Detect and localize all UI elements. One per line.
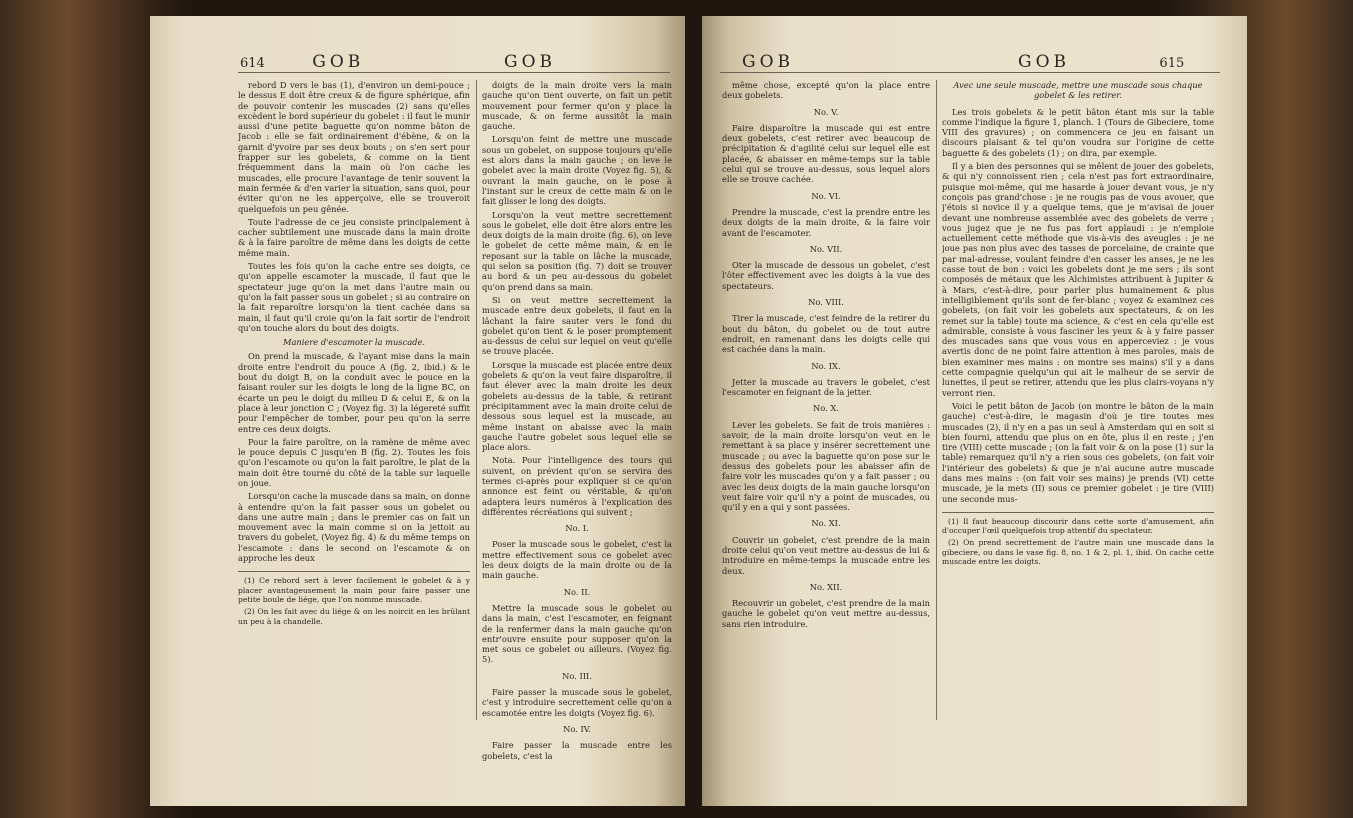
paragraph: Toute l'adresse de ce jeu consiste principalement à cacher subtilement une muscade dans la main droite & à la faire paroître de même dans les doigts de cette même main.	[238, 216, 470, 258]
header-rule	[238, 72, 670, 73]
text-column-2	[482, 80, 672, 764]
item-number: No. VIII.	[808, 297, 844, 308]
footnote: (2) On prend secrettement de l'autre main une muscade dans la gibeciere, ou dans le vase fig. 8, no. 1 & 2, pl. 1, ibid. On cache cette muscade entre les doigts.	[942, 538, 1214, 567]
paragraph: Si on veut mettre secrettement la muscade entre deux gobelets, il faut en la lâchant la faire sauter vers le fond du gobelet qu'on tient & le poser promptement au-dessus de celui sur lequel on veut qu'elle se trouve placée.	[482, 294, 672, 357]
text-column-1	[238, 80, 470, 629]
item-number: No. III.	[562, 670, 592, 681]
paragraph: Pour la faire paroître, on la ramène de même avec le pouce depuis C jusqu'en B (fig. 2). Toutes les fois qu'on l'escamote ou qu'on la fait paroître, le plat de la main doit être tourné du côté de la table sur laquelle on joue.	[238, 436, 470, 488]
column-divider	[936, 80, 937, 720]
paragraph: Prendre la muscade, c'est la prendre entre les deux doigts de la main droite, & la faire voir avant de l'escamoter.	[722, 206, 930, 238]
paragraph: Faire disparoître la muscade qui est entre deux gobelets, c'est retirer avec beaucoup de précipitation & d'agilité celui sur lequel elle est placée, & abaisser en même-temps sur la table celui qui se trouve au-dessus, sous lequel alors elle se trouve cachée.	[722, 122, 930, 185]
item-number: No. XII.	[809, 581, 843, 592]
item-number: No. X.	[813, 403, 839, 414]
paragraph: doigts de la main droite vers la main gauche qu'on tient ouverte, on fait un petit mouvement pour fermer qu'on y place la muscade, & on ferme aussitôt la main gauche.	[482, 80, 672, 132]
section-heading: Maniere d'escamoter la muscade.	[282, 337, 426, 348]
paragraph: Il y a bien des personnes qui se mêlent de jouer des gobelets, & qui n'y connoissent rien ; cela n'est pas fort extraordinaire, puisque moi-même, qui me hasarde à jouer devant vous, je n'y conçois pas grand'chose : je ne rougis pas de vous avouer, que j'étois si novice il y a quelque tems, que je m'avisai de jouer devant une nombreuse assemblée avec des gobelets de verre ; vous jugez que je ne fus pas fort applaudi : je n'emploie actuellement cette méthode que vis-à-vis des aveugles : je ne joue pas non plus avec des tasses de porcelaine, de crainte que par mal-adresse, voulant feindre d'en casser les anses, je ne les casse tout de bon : voici les gobelets dont je me sers ; ils sont composés de métaux que les Alchimistes attribuent à Jupiter & à Mars, c'est-à-dire, pour parler plus humainement & plus intelligiblement qu'ils sont de fer-blanc ; voyez & examinez ces gobelets, (on fait voir les gobelets aux spectateurs, & on les remet sur la table) toute ma science, & c'est en cela qu'elle est admirable, consiste à vous fasciner les yeux & à y faire passer des muscades sans que vous vous en apperceviez : je vous avertis donc de ne point faire attention à mes paroles, mais de bien examiner mes mains : on montre ses mains) s'il y a dans cette compagnie quelqu'un qui ait le malheur de se servir de lunettes, il peut se retirer, attendu que les plus clairs-voyans n'y verront rien.	[942, 161, 1214, 398]
paragraph: Les trois gobelets & le petit bâton étant mis sur la table comme l'indique la figure 1, planch. 1 (Tours de Gibeciere, tome VIII des gravures) ; on commencera ce jeu en faisant un discours plaisant & tel qu'on voudra sur l'origine de cette baguette & des gobelets (1) ; on dira, par exemple.	[942, 106, 1214, 158]
column-divider	[476, 80, 477, 720]
right-page	[702, 16, 1247, 806]
paragraph: Lorsqu'on feint de mettre une muscade sous un gobelet, on suppose toujours qu'elle est alors dans la main gauche ; on leve le gobelet avec la main droite (Voyez fig. 5), & ouvrant la main gauche, on le pose à l'instant sur le creux de cette main & on le fait glisser le long des doigts.	[482, 134, 672, 207]
paragraph: Recouvrir un gobelet, c'est prendre de la main gauche le gobelet qu'on veut mettre au-dessus, sans rien introduire.	[722, 598, 930, 629]
paragraph: rebord D vers le bas (1), d'environ un demi-pouce ; le dessus E doit être creux & de figure sphérique, afin de pouvoir contenir les muscades (2) sans qu'elles excèdent le bord supérieur du gobelet : il faut le munir aussi d'une petite baguette qu'on nomme bâton de Jacob : elle se fait ordinairement d'ébène, & on la garnit d'yvoire par ses deux bouts ; on s'en sert pour frapper sur les gobelets, & comme on la tient fréquemment dans la main où l'on cache les muscades, elle procure l'avantage de tenir souvent la main fermée & d'en varier la situation, sans quoi, pour éviter qu'on ne les apperçoive, elle se trouveroit quelquefois un peu gênée.	[238, 80, 470, 214]
item-number: No. I.	[565, 523, 589, 534]
paragraph: Tirer la muscade, c'est feindre de la retirer du bout du bâton, du gobelet ou de tout autre endroit, en ramenant dans les doigts celle qui est cachée dans la main.	[722, 313, 930, 355]
paragraph: Faire passer la muscade sous le gobelet, c'est y introduire secrettement celle qu'on a escamotée entre les doigts (Voyez fig. 6).	[482, 687, 672, 718]
left-page	[150, 16, 685, 806]
text-column-1	[722, 80, 930, 632]
paragraph: Lever les gobelets. Se fait de trois manières : savoir, de la main droite lorsqu'on veut en le remettant à sa place y insérer secrettement une muscade ; ou avec la baguette qu'on pose sur le dessus des gobelets pour les abaisser afin de faire voir les muscades qu'on y a fait passer ; ou avec les deux doigts de la main gauche lorsqu'on veut faire voir qu'il n'y a point de muscades, ou qu'il y en a qui y sont passées.	[722, 419, 930, 513]
footnotes	[238, 571, 470, 625]
text-column-2	[942, 80, 1214, 569]
page-number: 614	[240, 56, 265, 71]
footnote: (1) Il faut beaucoup discourir dans cette sorte d'amusement, afin d'occuper l'œil quelquefois trop attentif du spectateur.	[942, 516, 1214, 536]
footnote: (1) Ce rebord sert à lever facilement le gobelet & à y placer avantageusement la main pour faire passer une petite boule de liége, que l'on nomme muscade.	[238, 576, 470, 604]
paragraph: Lorsqu'on la veut mettre secrettement sous le gobelet, elle doit être alors entre les deux doigts de la main droite (fig. 6), on leve le gobelet de cette même main, & en le reposant sur la table on lâche la muscade, qui selon sa position (fig. 7) doit se trouver au bord & un peu au-dessous du gobelet qu'on prend dans sa main.	[482, 209, 672, 292]
paragraph: Nota. Pour l'intelligence des tours qui suivent, on prévient qu'on se servira des termes ci-après pour expliquer si ce qu'on annonce est feint ou véritable, & qu'on adaptera leurs numéros à l'explication des différentes récréations qui suivent ;	[482, 455, 672, 517]
item-number: No. XI.	[811, 518, 841, 529]
item-number: No. II.	[563, 586, 591, 597]
item-number: No. IV.	[563, 723, 591, 734]
paragraph: Lorsque la muscade est placée entre deux gobelets & qu'on la veut faire disparoître, il faut élever avec la main droite les deux gobelets au-dessus de la table, & retirant précipitamment avec la main droite celui de dessous sous lequel est la muscade, au même instant on abaisse avec la main gauche l'autre gobelet sous lequel elle se place alors.	[482, 359, 672, 453]
paragraph: Faire passer la muscade entre les gobelets, c'est la	[482, 740, 672, 761]
item-number: No. V.	[813, 106, 839, 117]
paragraph: Jetter la muscade au travers le gobelet, c'est l'escamoter en feignant de la jetter.	[722, 376, 930, 398]
paragraph: Mettre la muscade sous le gobelet ou dans la main, c'est l'escamoter, en feignant de la renfermer dans la main gauche qu'on entr'ouvre ensuite pour supposer qu'on la met sous ce gobelet ou ailleurs. (Voyez fig. 5).	[482, 602, 672, 665]
item-number: No. VII.	[809, 243, 843, 254]
paragraph: Oter la muscade de dessous un gobelet, c'est l'ôter effectivement avec les doigts à la vue des spectateurs.	[722, 260, 930, 291]
paragraph: On prend la muscade, & l'ayant mise dans la main droite entre l'endroit du pouce A (fig. 2, ibid.) & le bout du doigt B, on la conduit avec le pouce en la faisant rouler sur les doigts le long de la ligne BC, on écarte un peu le doigt du milieu D & celui E, & on la place à leur jonction C ; (Voyez fig. 3) la légereté suffit pour l'empêcher de tomber, pour peu qu'on la serre entre ces deux doigts.	[238, 351, 470, 434]
footnote: (2) On les fait avec du liége & on les noircit en les brûlant un peu à la chandelle.	[238, 607, 470, 626]
paragraph: Voici le petit bâton de Jacob (on montre le bâton de la main gauche) c'est-à-dire, le magasin d'où je tire toutes mes muscades (2), il n'y en a pas un seul à Amsterdam qui en soit si bien fourni, attendu que plus on en ôte, plus il en reste ; j'en tire (VIII) cette muscade ; (on la fait voir & on la pose (1) sur la table) remarquez qu'il n'y a rien sous ces gobelets, (on fait voir l'intérieur des gobelets) & que je n'ai aucune autre muscade dans mes mains : (on fait voir ses mains) je prends (VI) cette muscade, je la mets (II) sous ce premier gobelet : je tire (VIII) une seconde mus-	[942, 400, 1214, 504]
paragraph: Poser la muscade sous le gobelet, c'est la mettre effectivement sous ce gobelet avec les deux doigts de la main droite ou de la main gauche.	[482, 539, 672, 581]
header-rule	[720, 72, 1220, 73]
running-head: GOB	[742, 52, 795, 72]
footnotes	[942, 512, 1214, 566]
item-number: No. IX.	[811, 360, 841, 371]
paragraph: Lorsqu'on cache la muscade dans sa main, on donne à entendre qu'on la fait passer sous un gobelet ou dans une autre main ; dans le premier cas on fait un mouvement avec la main comme si on la jettoit au travers du gobelet, (Voyez fig. 4) & du même temps on l'escamote : dans le second on l'escamote & on approche les deux	[238, 491, 470, 564]
running-head: GOB	[504, 52, 557, 72]
item-number: No. VI.	[811, 190, 841, 201]
running-head: GOB	[1018, 52, 1071, 72]
paragraph: Toutes les fois qu'on la cache entre ses doigts, ce qu'on appelle escamoter la muscade, il faut que le spectateur juge qu'on la met dans l'autre main ou qu'on la fait passer sous un gobelet ; si au contraire on la fait reparoître lorsqu'on la tient cachée dans sa main, il faut qu'il croie qu'on la fait sortir de l'endroit qu'on touche alors du bout des doigts.	[238, 261, 470, 333]
section-heading: Avec une seule muscade, mettre une muscade sous chaque gobelet & les retirer.	[953, 80, 1203, 101]
page-number: 615	[1159, 56, 1185, 71]
running-head: GOB	[312, 52, 365, 72]
paragraph: Couvrir un gobelet, c'est prendre de la main droite celui qu'on veut mettre au-dessus de lui & introduire en même-temps la muscade entre les deux.	[722, 534, 930, 576]
paragraph: même chose, excepté qu'on la place entre deux gobelets.	[722, 80, 930, 101]
